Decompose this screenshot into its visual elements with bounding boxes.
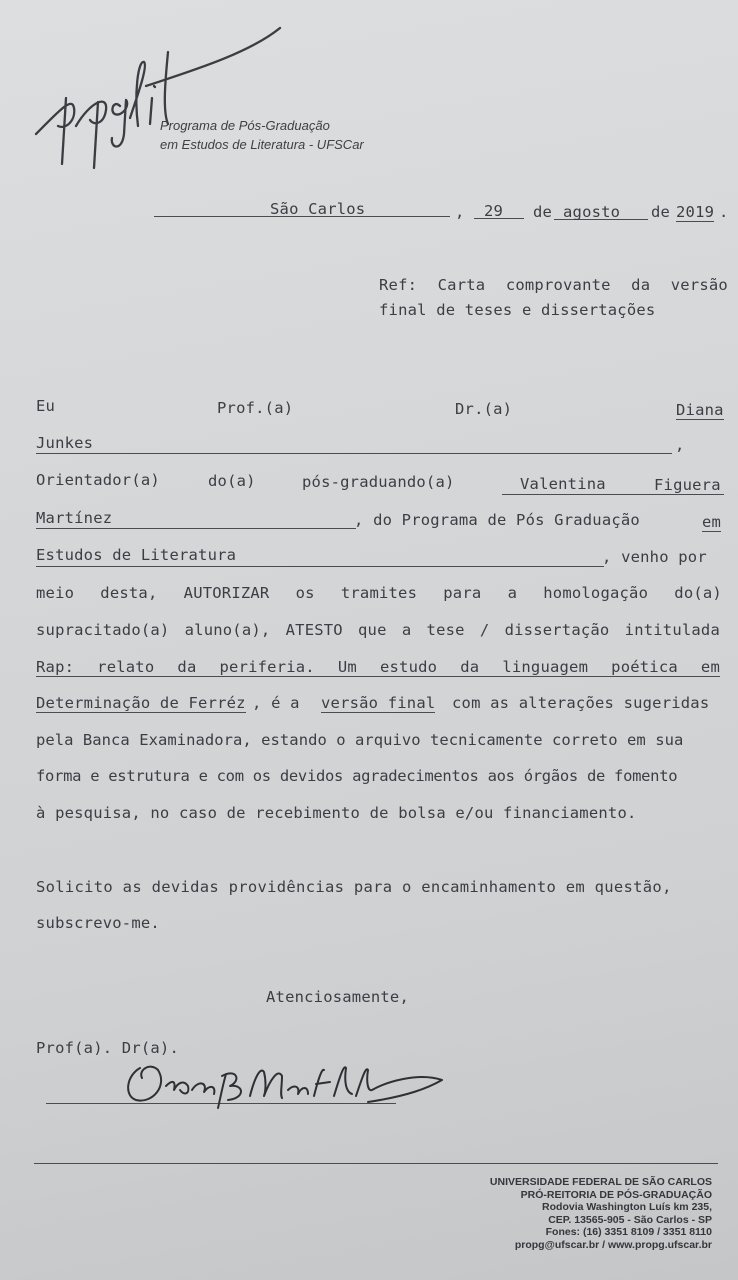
body-line-7: supracitado(a) aluno(a), ATESTO que a tese / dissertação intitulada — [36, 621, 720, 639]
thesis-title-line1: Rap: relato da periferia. Um estudo da linguagem poética em — [36, 658, 720, 676]
student-middle-name: Figuera — [654, 476, 721, 494]
body-line-6: meio desta, AUTORIZAR os tramites para a homologação do(a) — [36, 584, 722, 602]
program-name: Estudos de Literatura — [36, 546, 237, 564]
handwritten-signature — [118, 1056, 448, 1116]
reference-line2: final de teses e dissertações — [379, 301, 656, 319]
footer-dept: PRÓ-REITORIA DE PÓS-GRADUAÇÃO — [520, 1188, 712, 1201]
student-first-name: Valentina — [520, 475, 606, 493]
reference-line1: Ref: Carta comprovante da versão — [379, 276, 728, 294]
body-line-12: à pesquisa, no caso de recebimento de bolsa e/ou financiamento. — [36, 804, 637, 822]
final-version-text: versão final — [321, 694, 436, 712]
footer-university: UNIVERSIDADE FEDERAL DE SÃO CARLOS — [489, 1176, 712, 1188]
body-line-10: pela Banca Examinadora, estando o arquivo tecnicamente correto em sua — [36, 731, 684, 749]
date-day: 29 — [484, 202, 504, 220]
subscribe-line: subscrevo-me. — [36, 914, 160, 932]
sign-off: Atenciosamente, — [266, 988, 409, 1006]
thesis-title-line2: Determinação de Ferréz — [36, 694, 246, 712]
date-city: São Carlos — [270, 200, 366, 218]
advisor-first-name: Diana — [676, 401, 724, 419]
date-month: agosto — [563, 203, 621, 221]
footer-cep: CEP. 13565-905 - São Carlos - SP — [548, 1213, 712, 1226]
signature-label: Prof(a). Dr(a). — [36, 1039, 179, 1057]
logo-program-line1: Programa de Pós-Graduação — [160, 118, 330, 133]
document-page: Programa de Pós-Graduação em Estudos de Literatura - UFSCar São Carlos , 29 de agosto de 2019 . Ref: Carta comprovante da versão final de teses e dissertações Eu Prof.(a) Dr.(a) Diana Junkes , Orientador(a) do(a) pós-graduando(a) Valentina Figuera Martínez , do Programa de Pós Graduação em Estudos de Literatura , venho por meio desta, AUTORIZAR os tramites para a homologação do(a) supracitado(a) aluno(a), ATESTO que a tese / dissertação intitulada Rap: relato da periferia. Um estudo da linguagem poética em Determinação de Ferréz , é a versão final com as alterações sugeridas pela Banca Examinadora, estando o arquivo tecnicamente correto em sua forma e estrutura e com os devidos agradecimentos aos órgãos de fomento à pesquisa, no caso de recebimento de bolsa e/ou financiamento. Solicito as devidas providências para o encaminhamento em questão, subscrevo-me. Atenciosamente, Prof(a). Dr(a). UNIVERSIDADE FEDERAL DE SÃO CARLOS PRÓ-REITORIA DE PÓS-GRADUAÇÃO Rodovia Washington Luís km 235, CEP. 13565-905 - São Carlos - SP Fones: (16) 3351 8109 / 3351 8110 propg@ufscar.br / www.propg.ufscar.br — [0, 0, 738, 1280]
student-last-name: Martínez — [36, 509, 113, 527]
logo-program-line2: em Estudos de Literatura - UFSCar — [160, 137, 364, 152]
footer-divider — [34, 1163, 718, 1164]
advisor-last-name: Junkes — [36, 434, 94, 452]
request-line: Solicito as devidas providências para o encaminhamento em questão, — [36, 878, 672, 896]
body-line-11: forma e estrutura e com os devidos agradecimentos aos órgãos de fomento — [36, 767, 678, 785]
footer-street: Rodovia Washington Luís km 235, — [542, 1201, 712, 1213]
footer-address — [490, 1176, 712, 1251]
date-year: 2019 — [676, 203, 715, 221]
footer-phones: Fones: (16) 3351 8109 / 3351 8110 — [545, 1226, 712, 1238]
footer-web: propg@ufscar.br / www.propg.ufscar.br — [514, 1238, 712, 1251]
